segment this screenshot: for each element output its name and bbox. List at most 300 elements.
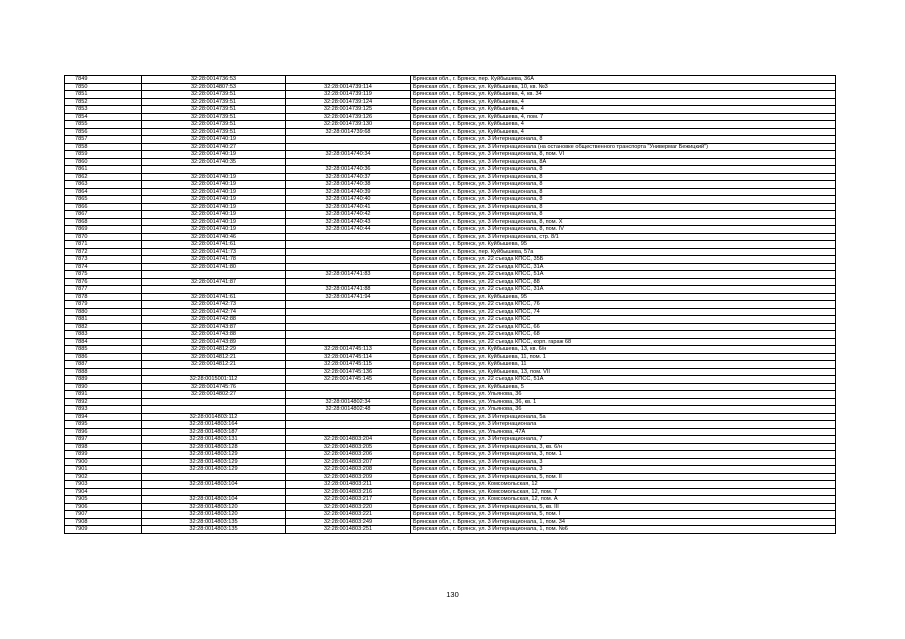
land-cadastral-number-cell <box>142 406 286 414</box>
address-cell: Брянская обл., г. Брянск, ул. 22 съезда КПСС, 35Б <box>411 256 836 264</box>
land-cadastral-number-cell: 32:28:0015001:112 <box>142 376 286 384</box>
land-cadastral-number-cell: 32:28:0014803:135 <box>142 526 286 534</box>
address-cell: Брянская обл., г. Брянск, ул. 3 Интернационала, 8 <box>411 166 836 174</box>
land-cadastral-number-cell: 32:28:0014741:87 <box>142 278 286 286</box>
address-cell: Брянская обл., г. Брянск, ул. 22 съезда КПСС <box>411 316 836 324</box>
row-number-cell: 7861 <box>65 166 142 174</box>
address-cell: Брянская обл., г. Брянск, ул. 22 съезда КПСС, 68 <box>411 331 836 339</box>
object-cadastral-number-cell: 32:28:0014803:251 <box>286 526 411 534</box>
address-cell: Брянская обл., г. Брянск, ул. 3 Интернационала, 8, пом. IV <box>411 226 836 234</box>
object-cadastral-number-cell: 32:28:0014740:41 <box>286 203 411 211</box>
address-cell: Брянская обл., г. Брянск, ул. 3 Интернационала, 3 <box>411 458 836 466</box>
table-row <box>65 158 836 166</box>
land-cadastral-number-cell: 32:28:0014807:53 <box>142 83 286 91</box>
object-cadastral-number-cell <box>286 241 411 249</box>
address-cell: Брянская обл., г. Брянск, ул. Комсомольская, 12, пом. 7 <box>411 488 836 496</box>
object-cadastral-number-cell: 32:28:0014803:208 <box>286 466 411 474</box>
row-number-cell: 7873 <box>65 256 142 264</box>
row-number-cell: 7902 <box>65 473 142 481</box>
address-cell: Брянская обл., г. Брянск, ул. Ульянова, 36, кв. 1 <box>411 398 836 406</box>
object-cadastral-number-cell <box>286 428 411 436</box>
land-cadastral-number-cell: 32:28:0014742:88 <box>142 316 286 324</box>
address-cell: Брянская обл., г. Брянск, ул. Ульянова, 47А <box>411 428 836 436</box>
land-cadastral-number-cell: 32:28:0014739:51 <box>142 91 286 99</box>
address-cell: Брянская обл., г. Брянск, ул. 22 съезда КПСС, 31А <box>411 286 836 294</box>
land-cadastral-number-cell: 32:28:0014740:19 <box>142 226 286 234</box>
table-row <box>65 503 836 511</box>
table-row <box>65 338 836 346</box>
land-cadastral-number-cell: 32:28:0014803:187 <box>142 428 286 436</box>
row-number-cell: 7905 <box>65 496 142 504</box>
land-cadastral-number-cell: 32:28:0014802:27 <box>142 391 286 399</box>
table-row <box>65 143 836 151</box>
address-cell: Брянская обл., г. Брянск, ул. Куйбышева, 4 <box>411 121 836 129</box>
address-cell: Брянская обл., г. Брянск, ул. 3 Интернационала, 1, пом. 34 <box>411 518 836 526</box>
land-cadastral-number-cell: 32:28:0014740:19 <box>142 151 286 159</box>
table-row <box>65 353 836 361</box>
table-row <box>65 308 836 316</box>
row-number-cell: 7859 <box>65 151 142 159</box>
address-cell: Брянская обл., г. Брянск, ул. Куйбышева, 95 <box>411 241 836 249</box>
object-cadastral-number-cell <box>286 316 411 324</box>
address-cell: Брянская обл., г. Брянск, ул. 22 съезда КПСС, 66 <box>411 323 836 331</box>
land-cadastral-number-cell: 32:28:0014803:129 <box>142 466 286 474</box>
table-row <box>65 413 836 421</box>
table-row <box>65 451 836 459</box>
object-cadastral-number-cell: 32:28:0014740:39 <box>286 188 411 196</box>
object-cadastral-number-cell <box>286 248 411 256</box>
address-cell: Брянская обл., г. Брянск, ул. 3 Интернационала <box>411 421 836 429</box>
row-number-cell: 7896 <box>65 428 142 436</box>
table-row <box>65 203 836 211</box>
row-number-cell: 7901 <box>65 466 142 474</box>
row-number-cell: 7888 <box>65 368 142 376</box>
address-cell: Брянская обл., г. Брянск, ул. 3 Интернационала, 8, пом. VI <box>411 151 836 159</box>
address-cell: Брянская обл., г. Брянск, ул. 3 Интернационала, 7 <box>411 436 836 444</box>
land-cadastral-number-cell <box>142 271 286 279</box>
object-cadastral-number-cell: 32:28:0014739:119 <box>286 91 411 99</box>
address-cell: Брянская обл., г. Брянск, ул. Куйбышева, 10, кв. №3 <box>411 83 836 91</box>
table-row <box>65 196 836 204</box>
address-cell: Брянская обл., г. Брянск, ул. 3 Интернационала, 5, пом. II <box>411 473 836 481</box>
row-number-cell: 7878 <box>65 293 142 301</box>
address-cell: Брянская обл., г. Брянск, ул. Куйбышева, 4 <box>411 128 836 136</box>
table-row <box>65 368 836 376</box>
address-cell: Брянская обл., г. Брянск, ул. Куйбышева, 5 <box>411 383 836 391</box>
table-row <box>65 346 836 354</box>
object-cadastral-number-cell <box>286 301 411 309</box>
row-number-cell: 7882 <box>65 323 142 331</box>
table-row <box>65 526 836 534</box>
address-cell: Брянская обл., г. Брянск, ул. Куйбышева, 4, пом. 7 <box>411 113 836 121</box>
land-cadastral-number-cell: 32:28:0014812:21 <box>142 361 286 369</box>
land-cadastral-number-cell: 32:28:0014740:19 <box>142 196 286 204</box>
row-number-cell: 7854 <box>65 113 142 121</box>
object-cadastral-number-cell <box>286 233 411 241</box>
row-number-cell: 7860 <box>65 158 142 166</box>
table-row <box>65 473 836 481</box>
land-cadastral-number-cell: 32:28:0014741:80 <box>142 263 286 271</box>
address-cell: Брянская обл., г. Брянск, ул. 3 Интернационала, 8 <box>411 136 836 144</box>
table-row <box>65 458 836 466</box>
table-row <box>65 241 836 249</box>
object-cadastral-number-cell: 32:28:0014803:205 <box>286 443 411 451</box>
object-cadastral-number-cell: 32:28:0014803:220 <box>286 503 411 511</box>
object-cadastral-number-cell: 32:28:0014739:114 <box>286 83 411 91</box>
address-cell: Брянская обл., г. Брянск, ул. 22 съезда КПСС, корп. гараж 68 <box>411 338 836 346</box>
object-cadastral-number-cell: 32:28:0014741:83 <box>286 271 411 279</box>
table-row <box>65 496 836 504</box>
land-cadastral-number-cell: 32:28:0014745:76 <box>142 383 286 391</box>
object-cadastral-number-cell: 32:28:0014740:38 <box>286 181 411 189</box>
land-cadastral-number-cell: 32:28:0014803:128 <box>142 443 286 451</box>
land-cadastral-number-cell: 32:28:0014741:61 <box>142 241 286 249</box>
row-number-cell: 7898 <box>65 443 142 451</box>
object-cadastral-number-cell: 32:28:0014745:136 <box>286 368 411 376</box>
land-cadastral-number-cell: 32:28:0014812:29 <box>142 346 286 354</box>
row-number-cell: 7877 <box>65 286 142 294</box>
land-cadastral-number-cell: 32:28:0014803:129 <box>142 458 286 466</box>
table-row <box>65 226 836 234</box>
table-row <box>65 83 836 91</box>
row-number-cell: 7899 <box>65 451 142 459</box>
row-number-cell: 7851 <box>65 91 142 99</box>
row-number-cell: 7900 <box>65 458 142 466</box>
address-cell: Брянская обл., г. Брянск, ул. 3 Интернационала, 8А <box>411 158 836 166</box>
land-cadastral-number-cell <box>142 286 286 294</box>
table-row <box>65 173 836 181</box>
table-row <box>65 511 836 519</box>
land-cadastral-number-cell: 32:28:0014803:104 <box>142 496 286 504</box>
table-row <box>65 248 836 256</box>
address-cell: Брянская обл., г. Брянск, ул. 3 Интернационала, 8 <box>411 196 836 204</box>
address-cell: Брянская обл., г. Брянск, ул. 3 Интернационала, 3, кв. 6/н <box>411 443 836 451</box>
land-cadastral-number-cell: 32:28:0014741:73 <box>142 248 286 256</box>
table-row <box>65 113 836 121</box>
object-cadastral-number-cell <box>286 76 411 84</box>
object-cadastral-number-cell: 32:28:0014803:249 <box>286 518 411 526</box>
land-cadastral-number-cell: 32:28:0014740:27 <box>142 143 286 151</box>
land-cadastral-number-cell: 32:28:0014741:78 <box>142 256 286 264</box>
object-cadastral-number-cell: 32:28:0014803:217 <box>286 496 411 504</box>
object-cadastral-number-cell <box>286 278 411 286</box>
table-row <box>65 398 836 406</box>
row-number-cell: 7892 <box>65 398 142 406</box>
row-number-cell: 7879 <box>65 301 142 309</box>
land-cadastral-number-cell: 32:28:0014739:51 <box>142 113 286 121</box>
row-number-cell: 7909 <box>65 526 142 534</box>
object-cadastral-number-cell <box>286 308 411 316</box>
land-cadastral-number-cell: 32:28:0014803:131 <box>142 436 286 444</box>
land-cadastral-number-cell: 32:28:0014803:120 <box>142 503 286 511</box>
object-cadastral-number-cell: 32:28:0014741:88 <box>286 286 411 294</box>
object-cadastral-number-cell: 32:28:0014803:204 <box>286 436 411 444</box>
table-row <box>65 136 836 144</box>
object-cadastral-number-cell: 32:28:0014740:37 <box>286 173 411 181</box>
row-number-cell: 7872 <box>65 248 142 256</box>
row-number-cell: 7894 <box>65 413 142 421</box>
address-cell: Брянская обл., г. Брянск, ул. 3 Интернационала, 3 <box>411 466 836 474</box>
table-row <box>65 481 836 489</box>
land-cadastral-number-cell: 32:28:0014741:61 <box>142 293 286 301</box>
table-row <box>65 278 836 286</box>
object-cadastral-number-cell <box>286 136 411 144</box>
table-row <box>65 166 836 174</box>
address-cell: Брянская обл., г. Брянск, ул. 3 Интернационала, 8 <box>411 181 836 189</box>
table-row <box>65 301 836 309</box>
land-cadastral-number-cell: 32:28:0014803:129 <box>142 451 286 459</box>
table-row <box>65 98 836 106</box>
object-cadastral-number-cell: 32:28:0014745:114 <box>286 353 411 361</box>
address-cell: Брянская обл., г. Брянск, ул. 3 Интернационала, 1, пом. №6 <box>411 526 836 534</box>
land-cadastral-number-cell: 32:28:0014740:19 <box>142 188 286 196</box>
address-cell: Брянская обл., г. Брянск, ул. Ульянова, 36 <box>411 406 836 414</box>
object-cadastral-number-cell: 32:28:0014740:40 <box>286 196 411 204</box>
address-cell: Брянская обл., г. Брянск, ул. 3 Интернационала, 8 <box>411 173 836 181</box>
land-cadastral-number-cell: 32:28:0014740:19 <box>142 173 286 181</box>
row-number-cell: 7853 <box>65 106 142 114</box>
row-number-cell: 7874 <box>65 263 142 271</box>
object-cadastral-number-cell: 32:28:0014802:48 <box>286 406 411 414</box>
address-cell: Брянская обл., г. Брянск, ул. 3 Интернационала, 5а <box>411 413 836 421</box>
address-cell: Брянская обл., г. Брянск, ул. Комсомольская, 12 <box>411 481 836 489</box>
row-number-cell: 7880 <box>65 308 142 316</box>
object-cadastral-number-cell <box>286 143 411 151</box>
object-cadastral-number-cell: 32:28:0014745:113 <box>286 346 411 354</box>
table-row <box>65 376 836 384</box>
object-cadastral-number-cell <box>286 413 411 421</box>
object-cadastral-number-cell: 32:28:0014803:207 <box>286 458 411 466</box>
table-row <box>65 233 836 241</box>
address-cell: Брянская обл., г. Брянск, ул. 22 съезда КПСС, 51А <box>411 271 836 279</box>
page-number: 130 <box>446 590 459 599</box>
land-cadastral-number-cell <box>142 368 286 376</box>
land-cadastral-number-cell: 32:28:0014740:19 <box>142 211 286 219</box>
land-cadastral-number-cell: 32:28:0014740:35 <box>142 158 286 166</box>
row-number-cell: 7864 <box>65 188 142 196</box>
land-cadastral-number-cell: 32:28:0014740:19 <box>142 203 286 211</box>
table-row <box>65 421 836 429</box>
address-cell: Брянская обл., г. Брянск, ул. Куйбышева, 95 <box>411 293 836 301</box>
land-cadastral-number-cell: 32:28:0014740:46 <box>142 233 286 241</box>
table-row <box>65 181 836 189</box>
address-cell: Брянская обл., г. Брянск, ул. Куйбышева, 4 <box>411 106 836 114</box>
object-cadastral-number-cell: 32:28:0014739:124 <box>286 98 411 106</box>
object-cadastral-number-cell: 32:28:0014802:34 <box>286 398 411 406</box>
address-cell: Брянская обл., г. Брянск, ул. Куйбышева, 4, кв. 34 <box>411 91 836 99</box>
object-cadastral-number-cell: 32:28:0014803:221 <box>286 511 411 519</box>
table-row <box>65 263 836 271</box>
row-number-cell: 7870 <box>65 233 142 241</box>
table-row <box>65 151 836 159</box>
land-cadastral-number-cell: 32:28:0014740:19 <box>142 181 286 189</box>
address-cell: Брянская обл., г. Брянск, ул. 3 Интернационала, стр. 8/1 <box>411 233 836 241</box>
object-cadastral-number-cell: 32:28:0014739:125 <box>286 106 411 114</box>
object-cadastral-number-cell: 32:28:0014739:68 <box>286 128 411 136</box>
table-row <box>65 466 836 474</box>
table-row <box>65 211 836 219</box>
object-cadastral-number-cell: 32:28:0014740:36 <box>286 166 411 174</box>
table-row <box>65 406 836 414</box>
row-number-cell: 7891 <box>65 391 142 399</box>
row-number-cell: 7876 <box>65 278 142 286</box>
land-cadastral-number-cell: 32:28:0014739:51 <box>142 121 286 129</box>
row-number-cell: 7855 <box>65 121 142 129</box>
row-number-cell: 7889 <box>65 376 142 384</box>
table-row <box>65 106 836 114</box>
object-cadastral-number-cell <box>286 421 411 429</box>
row-number-cell: 7885 <box>65 346 142 354</box>
object-cadastral-number-cell <box>286 256 411 264</box>
address-cell: Брянская обл., г. Брянск, ул. Куйбышева, 13, пом. VII <box>411 368 836 376</box>
row-number-cell: 7897 <box>65 436 142 444</box>
address-cell: Брянская обл., г. Брянск, ул. 3 Интернационала, 8 <box>411 211 836 219</box>
address-cell: Брянская обл., г. Брянск, ул. 3 Интернационала, 8 <box>411 203 836 211</box>
object-cadastral-number-cell: 32:28:0014803:211 <box>286 481 411 489</box>
address-cell: Брянская обл., г. Брянск, ул. 3 Интернационала, 8, пом. X <box>411 218 836 226</box>
land-cadastral-number-cell <box>142 488 286 496</box>
row-number-cell: 7852 <box>65 98 142 106</box>
table-row <box>65 316 836 324</box>
row-number-cell: 7863 <box>65 181 142 189</box>
table-row <box>65 443 836 451</box>
object-cadastral-number-cell: 32:28:0014740:34 <box>286 151 411 159</box>
object-cadastral-number-cell: 32:28:0014740:42 <box>286 211 411 219</box>
land-cadastral-number-cell: 32:28:0014803:104 <box>142 481 286 489</box>
address-cell: Брянская обл., г. Брянск, ул. 3 Интернационала, 8 <box>411 188 836 196</box>
object-cadastral-number-cell <box>286 338 411 346</box>
land-cadastral-number-cell: 32:28:0014739:51 <box>142 128 286 136</box>
object-cadastral-number-cell: 32:28:0014739:126 <box>286 113 411 121</box>
row-number-cell: 7862 <box>65 173 142 181</box>
land-cadastral-number-cell: 32:28:0014742:74 <box>142 308 286 316</box>
row-number-cell: 7907 <box>65 511 142 519</box>
land-cadastral-number-cell: 32:28:0014803:120 <box>142 511 286 519</box>
table-row <box>65 271 836 279</box>
row-number-cell: 7856 <box>65 128 142 136</box>
registry-table-body <box>65 76 836 534</box>
land-cadastral-number-cell: 32:28:0014740:19 <box>142 218 286 226</box>
address-cell: Брянская обл., г. Брянск, ул. 22 съезда КПСС, 88 <box>411 278 836 286</box>
land-cadastral-number-cell: 32:28:0014742:73 <box>142 301 286 309</box>
row-number-cell: 7884 <box>65 338 142 346</box>
table-row <box>65 76 836 84</box>
land-cadastral-number-cell: 32:28:0014736:53 <box>142 76 286 84</box>
row-number-cell: 7906 <box>65 503 142 511</box>
table-row <box>65 91 836 99</box>
table-row <box>65 293 836 301</box>
address-cell: Брянская обл., г. Брянск, ул. 3 Интернационала, 5, пом. I <box>411 511 836 519</box>
land-cadastral-number-cell <box>142 398 286 406</box>
row-number-cell: 7850 <box>65 83 142 91</box>
row-number-cell: 7867 <box>65 211 142 219</box>
table-row <box>65 436 836 444</box>
table-row <box>65 518 836 526</box>
land-cadastral-number-cell: 32:28:0014803:112 <box>142 413 286 421</box>
address-cell: Брянская обл., г. Брянск, ул. Комсомольская, 12, пом. А <box>411 496 836 504</box>
object-cadastral-number-cell <box>286 323 411 331</box>
address-cell: Брянская обл., г. Брянск, ул. 3 Интернационала, 3, пом. 1 <box>411 451 836 459</box>
row-number-cell: 7866 <box>65 203 142 211</box>
table-row <box>65 286 836 294</box>
address-cell: Брянская обл., г. Брянск, ул. 22 съезда КПСС, 76 <box>411 301 836 309</box>
row-number-cell: 7857 <box>65 136 142 144</box>
object-cadastral-number-cell <box>286 331 411 339</box>
object-cadastral-number-cell: 32:28:0014740:44 <box>286 226 411 234</box>
row-number-cell: 7893 <box>65 406 142 414</box>
table-row <box>65 256 836 264</box>
row-number-cell: 7904 <box>65 488 142 496</box>
object-cadastral-number-cell: 32:28:0014740:43 <box>286 218 411 226</box>
land-cadastral-number-cell: 32:28:0014743:89 <box>142 338 286 346</box>
object-cadastral-number-cell: 32:28:0014745:145 <box>286 376 411 384</box>
land-cadastral-number-cell: 32:28:0014739:51 <box>142 98 286 106</box>
row-number-cell: 7908 <box>65 518 142 526</box>
table-row <box>65 428 836 436</box>
land-cadastral-number-cell: 32:28:0014743:87 <box>142 323 286 331</box>
address-cell: Брянская обл., г. Брянск, ул. Куйбышева, 11 <box>411 361 836 369</box>
row-number-cell: 7895 <box>65 421 142 429</box>
object-cadastral-number-cell <box>286 383 411 391</box>
address-cell: Брянская обл., г. Брянск, пер. Куйбышева, 57а <box>411 248 836 256</box>
object-cadastral-number-cell: 32:28:0014803:216 <box>286 488 411 496</box>
address-cell: Брянская обл., г. Брянск, ул. Куйбышева, 4 <box>411 98 836 106</box>
row-number-cell: 7883 <box>65 331 142 339</box>
address-cell: Брянская обл., г. Брянск, ул. Куйбышева, 11, пом. 1 <box>411 353 836 361</box>
row-number-cell: 7903 <box>65 481 142 489</box>
address-cell: Брянская обл., г. Брянск, ул. 3 Интернационала, 5, кв. III <box>411 503 836 511</box>
land-cadastral-number-cell <box>142 473 286 481</box>
row-number-cell: 7869 <box>65 226 142 234</box>
land-cadastral-number-cell <box>142 166 286 174</box>
object-cadastral-number-cell: 32:28:0014741:94 <box>286 293 411 301</box>
address-cell: Брянская обл., г. Брянск, ул. Ульянова, 36 <box>411 391 836 399</box>
row-number-cell: 7881 <box>65 316 142 324</box>
row-number-cell: 7858 <box>65 143 142 151</box>
row-number-cell: 7868 <box>65 218 142 226</box>
row-number-cell: 7886 <box>65 353 142 361</box>
address-cell: Брянская обл., г. Брянск, пер. Куйбышева, 36А <box>411 76 836 84</box>
object-cadastral-number-cell <box>286 263 411 271</box>
table-row <box>65 331 836 339</box>
land-cadastral-number-cell: 32:28:0014812:21 <box>142 353 286 361</box>
row-number-cell: 7890 <box>65 383 142 391</box>
land-cadastral-number-cell: 32:28:0014803:164 <box>142 421 286 429</box>
land-cadastral-number-cell: 32:28:0014803:135 <box>142 518 286 526</box>
object-cadastral-number-cell: 32:28:0014803:206 <box>286 451 411 459</box>
address-cell: Брянская обл., г. Брянск, ул. Куйбышева, 13, кв. 6/н <box>411 346 836 354</box>
table-row <box>65 361 836 369</box>
object-cadastral-number-cell <box>286 391 411 399</box>
table-row <box>65 323 836 331</box>
land-cadastral-number-cell: 32:28:0014739:51 <box>142 106 286 114</box>
object-cadastral-number-cell: 32:28:0014803:209 <box>286 473 411 481</box>
row-number-cell: 7871 <box>65 241 142 249</box>
address-cell: Брянская обл., г. Брянск, ул. 3 Интернационала (на остановке общественного транспорта "Универмаг Бежицкий") <box>411 143 836 151</box>
table-row <box>65 383 836 391</box>
table-row <box>65 128 836 136</box>
land-cadastral-number-cell: 32:28:0014740:19 <box>142 136 286 144</box>
object-cadastral-number-cell: 32:28:0014745:115 <box>286 361 411 369</box>
table-row <box>65 488 836 496</box>
table-row <box>65 188 836 196</box>
table-row <box>65 121 836 129</box>
address-cell: Брянская обл., г. Брянск, ул. 22 съезда КПСС, 51А <box>411 376 836 384</box>
row-number-cell: 7849 <box>65 76 142 84</box>
row-number-cell: 7887 <box>65 361 142 369</box>
table-row <box>65 391 836 399</box>
table-row <box>65 218 836 226</box>
